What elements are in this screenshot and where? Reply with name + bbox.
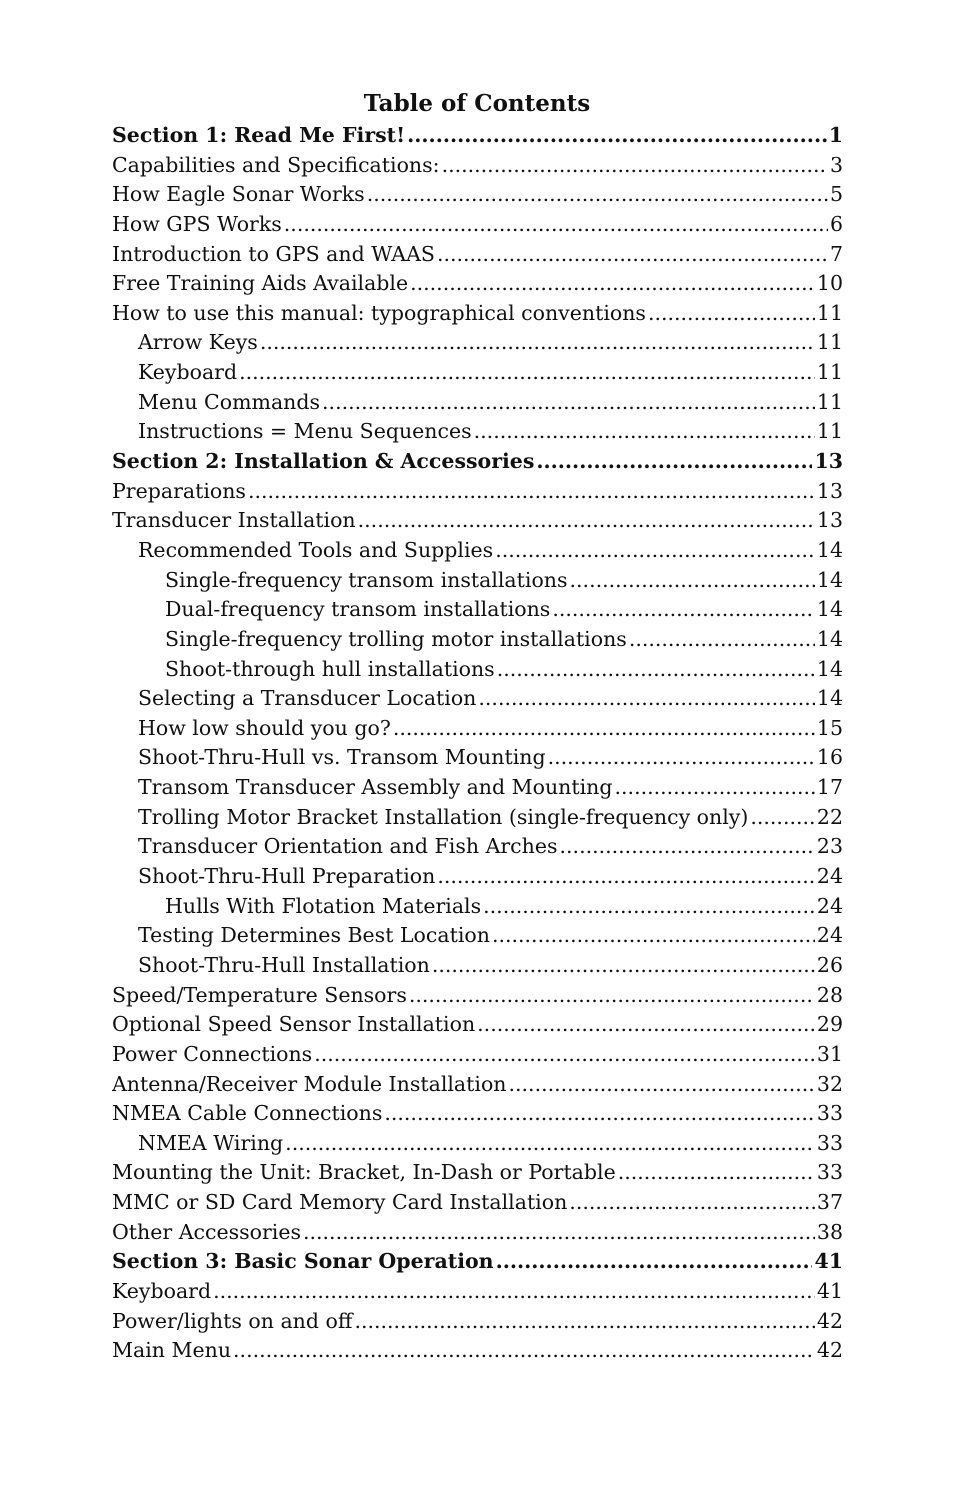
toc-entry-title: Menu Commands [138, 389, 321, 414]
toc-entry-title: Section 3: Basic Sonar Operation [112, 1249, 494, 1274]
toc-entry-title: Single-frequency transom installations [165, 567, 568, 592]
dot-leader [213, 1277, 815, 1307]
dot-leader [477, 1010, 815, 1040]
page-title: Table of Contents [363, 90, 591, 117]
toc-entry-title: MMC or SD Card Memory Card Installation [112, 1190, 568, 1215]
toc-entry-title: Other Accessories [112, 1219, 301, 1244]
toc-page-number: 6 [829, 211, 843, 236]
toc-entry[interactable] [112, 151, 843, 181]
dot-leader [560, 832, 815, 862]
dot-leader [239, 358, 815, 388]
toc-entry[interactable] [112, 417, 843, 447]
toc-page-number: 15 [816, 715, 843, 740]
toc-entry[interactable] [112, 388, 843, 418]
dot-leader [536, 447, 812, 477]
dot-leader [233, 1336, 815, 1366]
toc-entry[interactable] [112, 773, 843, 803]
toc-page-number: 33 [816, 1101, 843, 1126]
toc-entry-title: Recommended Tools and Supplies [138, 537, 494, 562]
toc-page-number: 16 [816, 745, 843, 770]
dot-leader [437, 862, 815, 892]
toc-entry[interactable] [112, 536, 843, 566]
toc-page-number: 10 [816, 271, 843, 296]
dot-leader [260, 328, 815, 358]
toc-entry[interactable] [112, 655, 843, 685]
toc-entry-title: Testing Determines Best Location [138, 923, 490, 948]
toc-entry[interactable] [112, 269, 843, 299]
toc-page-number: 42 [816, 1308, 843, 1333]
toc-entry[interactable] [112, 743, 843, 773]
toc-entry-title: Shoot-Thru-Hull Installation [138, 952, 430, 977]
toc-entry[interactable] [112, 1070, 843, 1100]
toc-page-number: 14 [816, 567, 843, 592]
toc-page-number: 26 [816, 952, 843, 977]
toc-entry[interactable] [112, 714, 843, 744]
toc-entry-title: Shoot-Thru-Hull Preparation [138, 864, 436, 889]
dot-leader [648, 299, 815, 329]
toc-page-number: 11 [816, 360, 843, 385]
dot-leader [407, 121, 827, 151]
toc-page-number: 31 [816, 1041, 843, 1066]
dot-leader [492, 921, 815, 951]
toc-entry[interactable] [112, 328, 843, 358]
toc-entry[interactable] [112, 862, 843, 892]
toc-page-number: 24 [816, 893, 843, 918]
toc-entry-title: Shoot-through hull installations [165, 656, 495, 681]
toc-entry-title: Introduction to GPS and WAAS [112, 241, 435, 266]
toc-entry-title: Shoot-Thru-Hull vs. Transom Mounting [138, 745, 546, 770]
toc-entry[interactable] [112, 625, 843, 655]
dot-leader [474, 417, 815, 447]
toc-entry-title: Free Training Aids Available [112, 271, 409, 296]
dot-leader [509, 1070, 815, 1100]
toc-entry[interactable] [112, 240, 843, 270]
dot-leader [750, 803, 815, 833]
toc-section-heading[interactable] [112, 121, 843, 151]
toc-entry[interactable] [112, 921, 843, 951]
toc-entry[interactable] [112, 595, 843, 625]
dot-leader [410, 269, 815, 299]
toc-entry-title: Main Menu [112, 1338, 232, 1363]
toc-entry[interactable] [112, 981, 843, 1011]
toc-entry[interactable] [112, 566, 843, 596]
toc-page-number: 14 [816, 656, 843, 681]
toc-page-number: 14 [816, 597, 843, 622]
toc-page-number: 13 [814, 449, 843, 474]
toc-entry-title: Section 1: Read Me First! [112, 123, 406, 147]
toc-page-number: 29 [816, 1012, 843, 1037]
toc-page-number: 33 [816, 1130, 843, 1155]
dot-leader [303, 1218, 815, 1248]
dot-leader [393, 714, 815, 744]
toc-entry[interactable] [112, 1010, 843, 1040]
toc-entry-title: Dual-frequency transom installations [165, 597, 551, 622]
toc-entry[interactable] [112, 1277, 843, 1307]
toc-entry-title: How Eagle Sonar Works [112, 182, 365, 207]
dot-leader [248, 477, 815, 507]
dot-leader [552, 595, 815, 625]
toc-page-number: 33 [816, 1160, 843, 1185]
dot-leader [569, 1188, 815, 1218]
toc-entry[interactable] [112, 1158, 843, 1188]
toc-entry[interactable] [112, 1307, 843, 1337]
toc-page-number: 14 [816, 537, 843, 562]
toc-entry-title: Power/lights on and off [112, 1308, 353, 1333]
toc-page-number: 37 [816, 1190, 843, 1215]
dot-leader [548, 743, 815, 773]
toc-entry[interactable] [112, 1336, 843, 1366]
toc-page-number: 11 [816, 389, 843, 414]
toc-section-heading[interactable] [112, 1247, 843, 1277]
dot-leader [496, 1247, 813, 1277]
toc-page-number: 28 [816, 982, 843, 1007]
toc-entry-title: How GPS Works [112, 211, 282, 236]
dot-leader [615, 773, 815, 803]
toc-page-number: 24 [816, 864, 843, 889]
toc-entry[interactable] [112, 1188, 843, 1218]
toc-entry-title: Trolling Motor Bracket Installation (single-frequency only) [138, 804, 749, 829]
toc-entry-title: Hulls With Flotation Materials [165, 893, 482, 918]
toc-entry[interactable] [112, 1099, 843, 1129]
toc-entry-title: Power Connections [112, 1041, 313, 1066]
toc-entry-title: Transducer Orientation and Fish Arches [138, 834, 558, 859]
toc-entry[interactable] [112, 358, 843, 388]
toc-page-number: 14 [816, 626, 843, 651]
toc-page-number: 3 [829, 152, 843, 177]
toc-entry-title: Speed/Temperature Sensors [112, 982, 407, 1007]
toc-page-number: 13 [816, 508, 843, 533]
toc-entry[interactable] [112, 477, 843, 507]
toc-entry-title: Single-frequency trolling motor installations [165, 626, 627, 651]
toc-entry[interactable] [112, 684, 843, 714]
toc-page-number: 23 [816, 834, 843, 859]
toc-entry-title: How low should you go? [138, 715, 391, 740]
dot-leader [409, 981, 815, 1011]
toc-entry[interactable] [112, 951, 843, 981]
toc-page-number: 38 [816, 1219, 843, 1244]
toc-page-number: 41 [816, 1278, 843, 1303]
dot-leader [437, 240, 828, 270]
dot-leader [367, 180, 828, 210]
dot-leader [618, 1158, 815, 1188]
dot-leader [495, 536, 815, 566]
toc-entry-title: How to use this manual: typographical conventions [112, 300, 646, 325]
dot-leader [284, 210, 828, 240]
toc-page-number: 7 [829, 241, 843, 266]
toc-entry-title: Keyboard [138, 360, 238, 385]
toc-entry[interactable] [112, 1129, 843, 1159]
toc-page-number: 11 [816, 330, 843, 355]
toc-entry-title: Section 2: Installation & Accessories [112, 449, 535, 474]
toc-entry[interactable] [112, 180, 843, 210]
toc-page-number: 11 [816, 300, 843, 325]
toc-entry[interactable] [112, 506, 843, 536]
dot-leader [478, 684, 815, 714]
toc-entry[interactable] [112, 803, 843, 833]
toc-entry-title: Arrow Keys [138, 330, 258, 355]
dot-leader [629, 625, 815, 655]
dot-leader [354, 1307, 814, 1337]
toc-entry-title: Transducer Installation [112, 508, 356, 533]
dot-leader [314, 1040, 815, 1070]
toc-page-number: 11 [816, 419, 843, 444]
toc-entry-title: Mounting the Unit: Bracket, In-Dash or Portable [112, 1160, 616, 1185]
toc-entry[interactable] [112, 832, 843, 862]
dot-leader [285, 1129, 815, 1159]
toc-entry-title: Selecting a Transducer Location [138, 686, 477, 711]
toc-list [112, 121, 843, 1366]
toc-entry-title: Capabilities and Specifications: [112, 152, 440, 177]
toc-entry[interactable] [112, 892, 843, 922]
dot-leader [483, 892, 815, 922]
dot-leader [570, 566, 815, 596]
toc-page-number: 41 [814, 1249, 843, 1274]
toc-page-number: 1 [828, 123, 843, 147]
toc-entry-title: NMEA Wiring [138, 1130, 284, 1155]
toc-page-number: 22 [816, 804, 843, 829]
toc-entry[interactable] [112, 1040, 843, 1070]
toc-page-number: 24 [816, 923, 843, 948]
dot-leader [497, 655, 815, 685]
toc-entry-title: Antenna/Receiver Module Installation [112, 1071, 507, 1096]
dot-leader [322, 388, 815, 418]
toc-entry-title: Keyboard [112, 1278, 212, 1303]
toc-page-number: 17 [816, 775, 843, 800]
toc-entry-title: Transom Transducer Assembly and Mounting [138, 775, 613, 800]
dot-leader [442, 151, 828, 181]
toc-page-number: 5 [829, 182, 843, 207]
toc-entry[interactable] [112, 299, 843, 329]
toc-entry-title: Optional Speed Sensor Installation [112, 1012, 476, 1037]
dot-leader [358, 506, 815, 536]
dot-leader [384, 1099, 815, 1129]
dot-leader [432, 951, 815, 981]
toc-entry[interactable] [112, 210, 843, 240]
toc-page-number: 14 [816, 686, 843, 711]
toc-entry-title: NMEA Cable Connections [112, 1101, 383, 1126]
toc-entry[interactable] [112, 1218, 843, 1248]
toc-entry-title: Preparations [112, 478, 246, 503]
toc-entry-title: Instructions = Menu Sequences [138, 419, 472, 444]
toc-section-heading[interactable] [112, 447, 843, 477]
toc-page-number: 32 [816, 1071, 843, 1096]
toc-page-number: 42 [816, 1338, 843, 1363]
toc-page-number: 13 [816, 478, 843, 503]
